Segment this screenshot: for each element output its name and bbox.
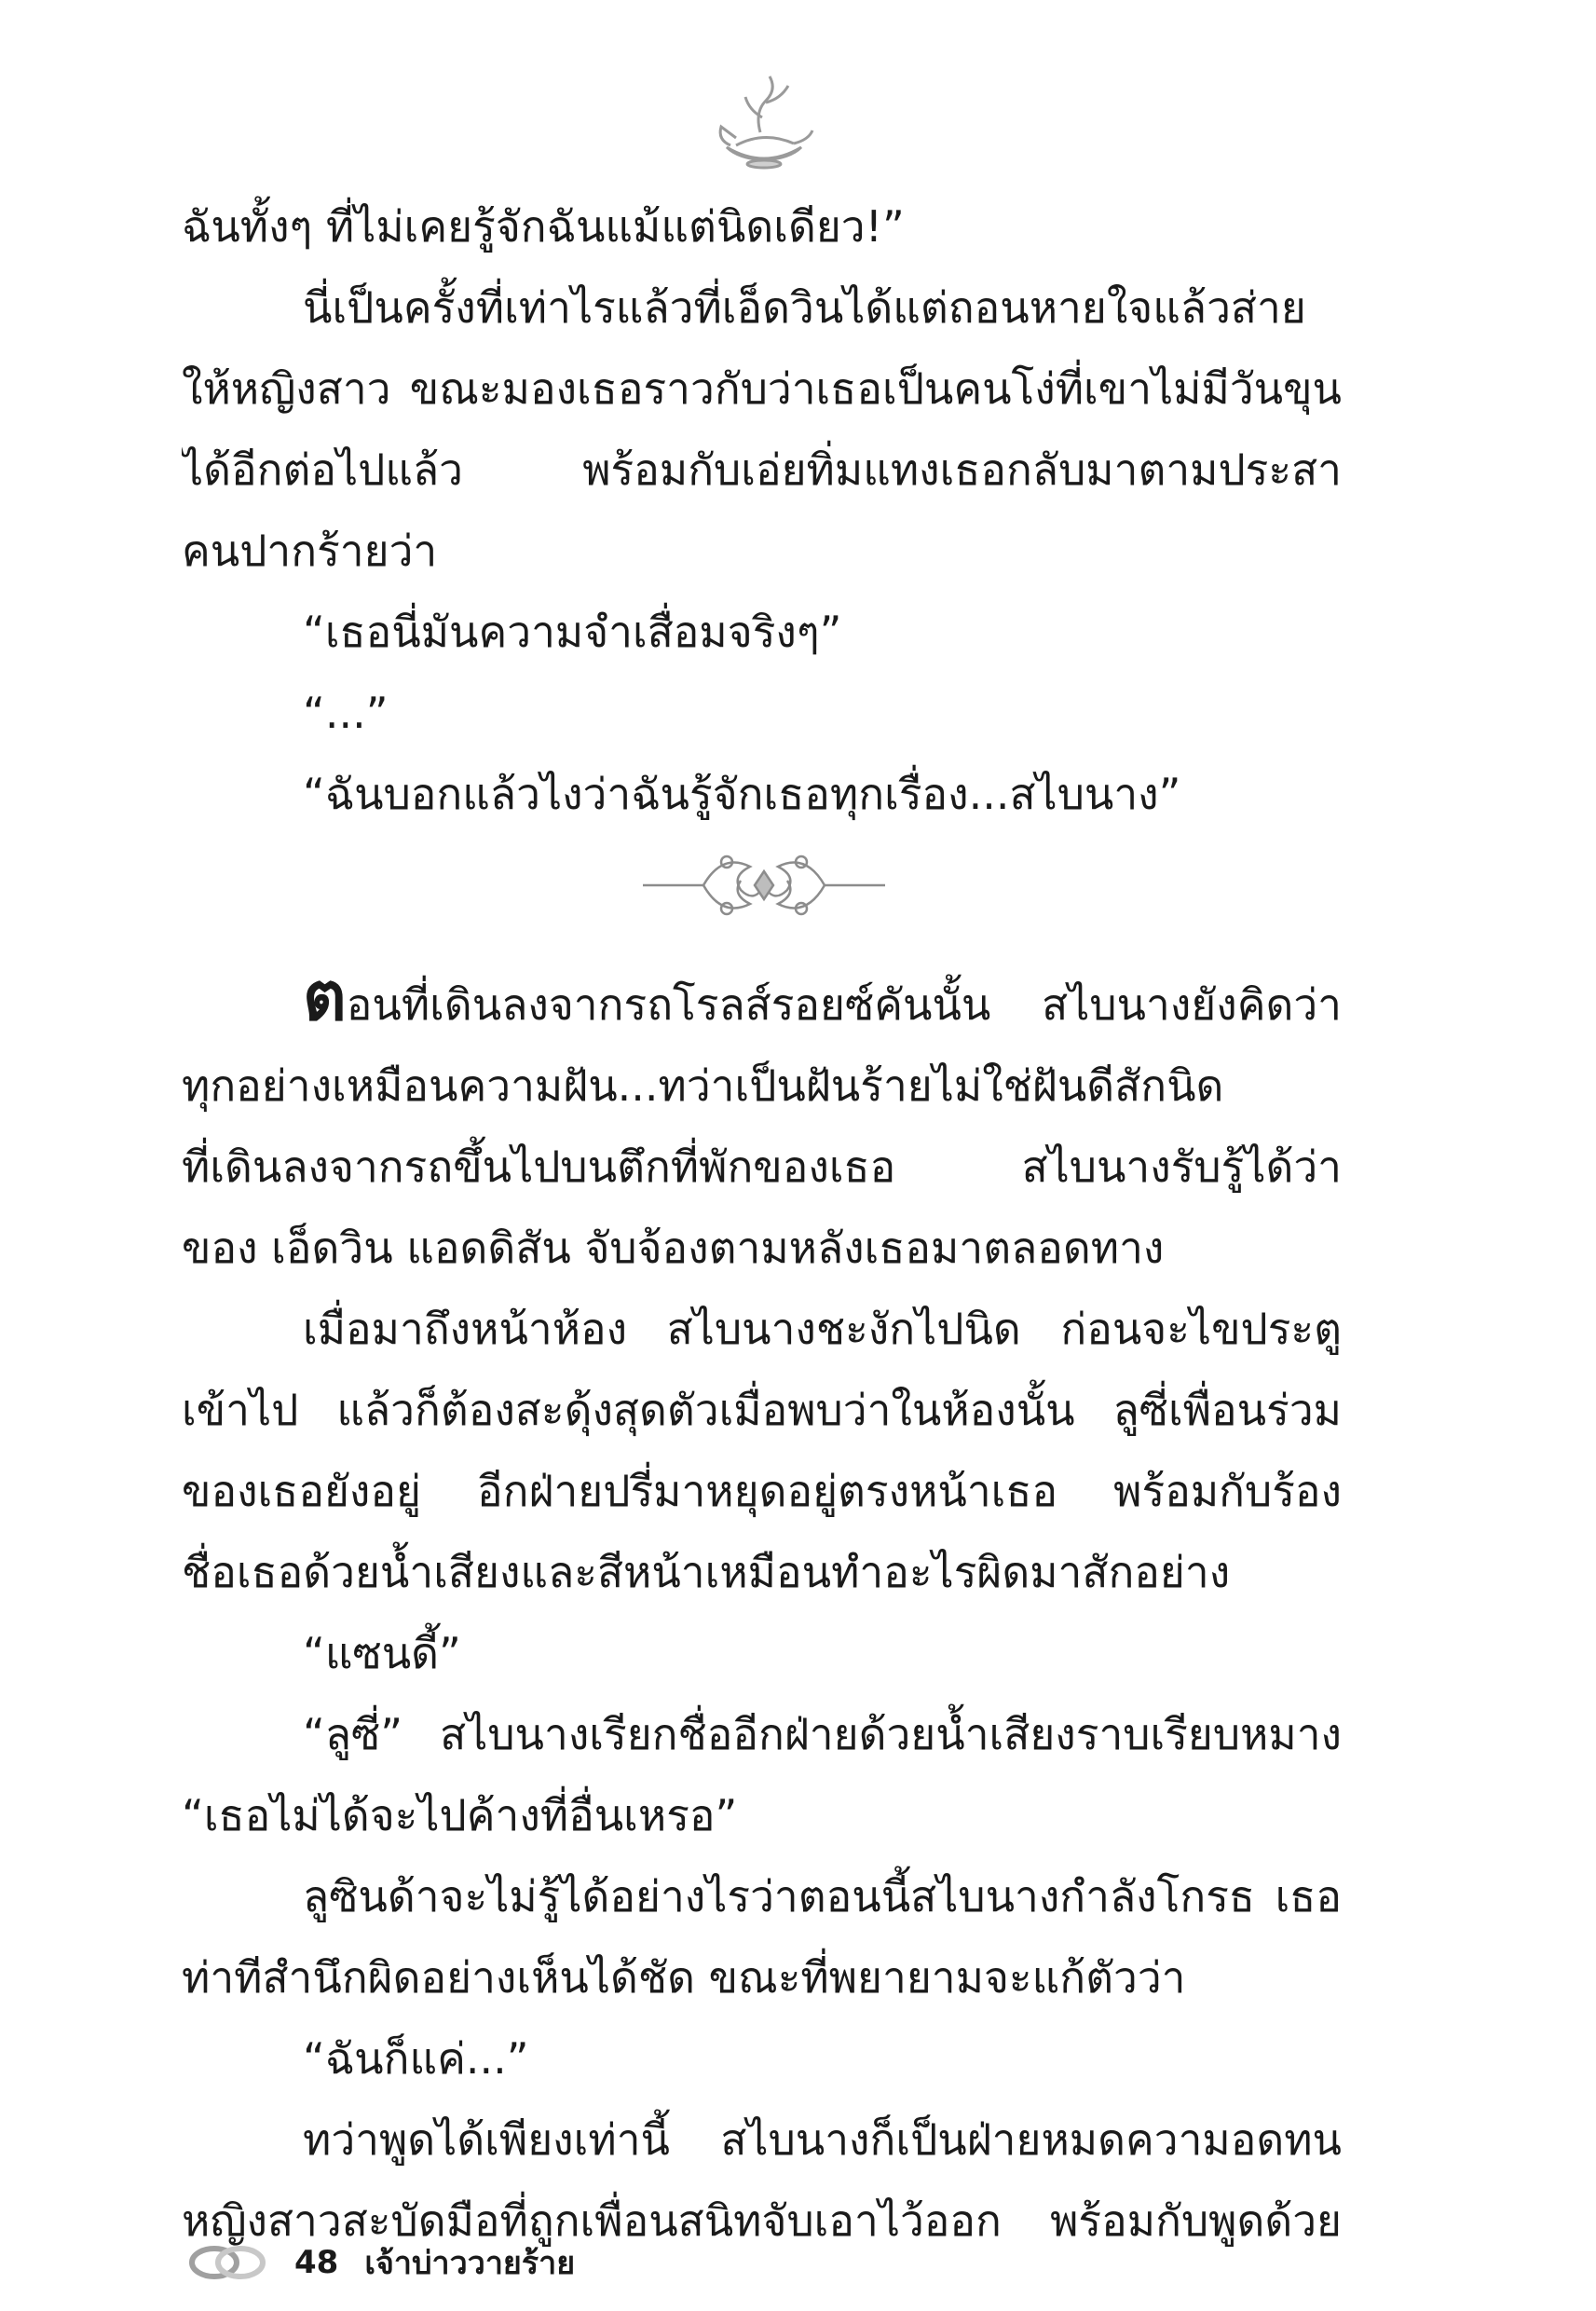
section-1-text: [182, 186, 1342, 835]
text-line: “ลูซี่” สไบนางเรียกชื่ออีกฝ่ายด้วยน้ำเสียงราบเรียบหมาง: [303, 1709, 1342, 1759]
first-line-rest: อนที่เดินลงจากรถโรลส์รอยซ์คันนั้น สไบนางยังคิดว่า: [346, 979, 1342, 1030]
text-line: ของ เอ็ดวิน แอดดิสัน จับจ้องตามหลังเธอมาตลอดทาง: [182, 1223, 1165, 1273]
section-2-text: [182, 964, 1342, 2262]
page-number: 48: [294, 2244, 339, 2281]
flourish-divider-icon: [638, 834, 890, 937]
page-footer: [186, 2235, 575, 2290]
text-line: เข้าไป แล้วก็ต้องสะดุ้งสุดตัวเมื่อพบว่าในห้องนั้น ลูซี่เพื่อนร่วม: [182, 1385, 1342, 1435]
book-title: เจ้าบ่าววายร้าย: [364, 2245, 576, 2282]
genie-lamp-icon: [708, 65, 820, 177]
text-line: “...”: [303, 688, 389, 738]
text-line-first: [182, 964, 1342, 1046]
text-line: หญิงสาวสะบัดมือที่ถูกเพื่อนสนิทจับเอาไว้ออก พร้อมกับพูดด้วย: [182, 2195, 1342, 2246]
text-line: “แซนดี้”: [303, 1628, 461, 1678]
text-line: ทว่าพูดได้เพียงเท่านี้ สไบนางก็เป็นฝ่ายหมดความอดทน: [303, 2114, 1342, 2165]
text-line: ทุกอย่างเหมือนความฝัน...ทว่าเป็นฝันร้ายไม่ใช่ฝันดีสักนิด: [182, 1060, 1224, 1111]
text-line: คนปากร้ายว่า: [182, 526, 438, 576]
drop-cap: ต: [303, 964, 347, 1035]
text-line: ท่าทีสำนึกผิดอย่างเห็นได้ชัด ขณะที่พยายามจะแก้ตัวว่า: [182, 1952, 1186, 2003]
text-line: “เธอนี่มันความจำเสื่อมจริงๆ”: [303, 607, 842, 657]
text-line: เมื่อมาถึงหน้าห้อง สไบนางชะงักไปนิด ก่อนจะไขประตู: [303, 1304, 1342, 1354]
text-line: ลูซินด้าจะไม่รู้ได้อย่างไรว่าตอนนี้สไบนางกำลังโกรธ เธอ: [303, 1871, 1342, 1921]
text-line: ชื่อเธอด้วยน้ำเสียงและสีหน้าเหมือนทำอะไรผิดมาสักอย่าง: [182, 1547, 1231, 1597]
text-line: ให้หญิงสาว ขณะมองเธอราวกับว่าเธอเป็นคนโง่ที่เขาไม่มีวันขุน: [182, 363, 1342, 414]
text-line: ได้อีกต่อไปแล้ว พร้อมกับเอ่ยทิ่มแทงเธอกลับมาตามประสา: [182, 444, 1342, 495]
text-line: นี่เป็นครั้งที่เท่าไรแล้วที่เอ็ดวินได้แต่ถอนหายใจแล้วส่าย: [303, 282, 1306, 333]
text-line: ฉันทั้งๆ ที่ไม่เคยรู้จักฉันแม้แต่นิดเดียว!”: [182, 201, 905, 252]
text-line: “ฉันก็แค่...”: [303, 2033, 529, 2084]
text-line: “ฉันบอกแล้วไงว่าฉันรู้จักเธอทุกเรื่อง...สไบนาง”: [303, 769, 1181, 819]
text-line: “เธอไม่ได้จะไปค้างที่อื่นเหรอ”: [182, 1790, 738, 1840]
text-line: ของเธอยังอยู่ อีกฝ่ายปรี่มาหยุดอยู่ตรงหน้าเธอ พร้อมกับร้อง: [182, 1466, 1342, 1516]
text-line: ที่เดินลงจากรถขึ้นไปบนตึกที่พักของเธอ สไบนางรับรู้ได้ว่า: [182, 1142, 1342, 1192]
double-ring-icon: [186, 2242, 268, 2283]
